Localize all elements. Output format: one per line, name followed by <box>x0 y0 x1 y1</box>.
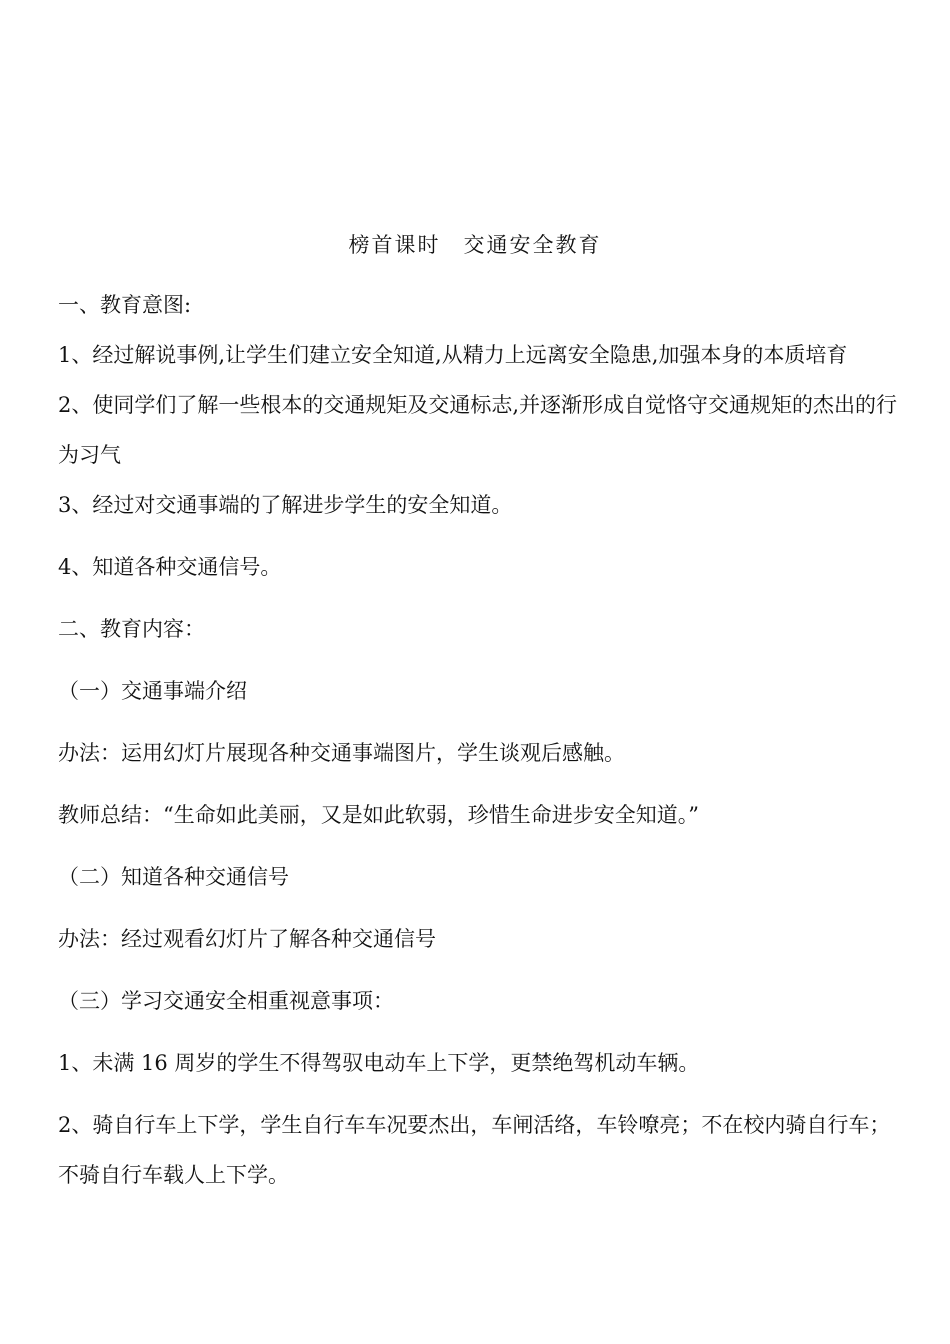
teacher-summary: 教师总结：“生命如此美丽，又是如此软弱，珍惜生命进步安全知道。” <box>58 803 699 827</box>
subsection-heading-2: （二）知道各种交通信号 <box>58 865 289 889</box>
goal-item-2: 2、使同学们了解一些根本的交通规矩及交通标志,并逐渐形成自觉恪守交通规矩的杰出的行为习气 <box>58 393 898 467</box>
rule-item-1: 1、未满 16 周岁的学生不得驾驭电动车上下学，更禁绝驾机动车辆。 <box>58 1051 700 1075</box>
document-title: 榜首课时 交通安全教育 <box>348 233 602 257</box>
section-heading-content: 二、教育内容： <box>58 617 205 641</box>
method-text-2: 办法：经过观看幻灯片了解各种交通信号 <box>58 927 436 951</box>
goal-item-3: 3、经过对交通事端的了解进步学生的安全知道。 <box>58 493 513 517</box>
goal-item-1: 1、经过解说事例,让学生们建立安全知道,从精力上远离安全隐患,加强本身的本质培育 <box>58 343 848 367</box>
method-text-1: 办法：运用幻灯片展现各种交通事端图片，学生谈观后感触。 <box>58 741 625 765</box>
goal-item-4: 4、知道各种交通信号。 <box>58 555 282 579</box>
document-body <box>58 280 898 1200</box>
section-heading-goals: 一、教育意图: <box>58 293 192 317</box>
subsection-heading-1: （一）交通事端介绍 <box>58 679 247 703</box>
rule-item-2: 2、骑自行车上下学，学生自行车车况要杰出，车闸活络，车铃嘹亮；不在校内骑自行车；不骑自行车载人上下学。 <box>58 1113 891 1187</box>
subsection-heading-3: （三）学习交通安全相重视意事项： <box>58 989 394 1013</box>
